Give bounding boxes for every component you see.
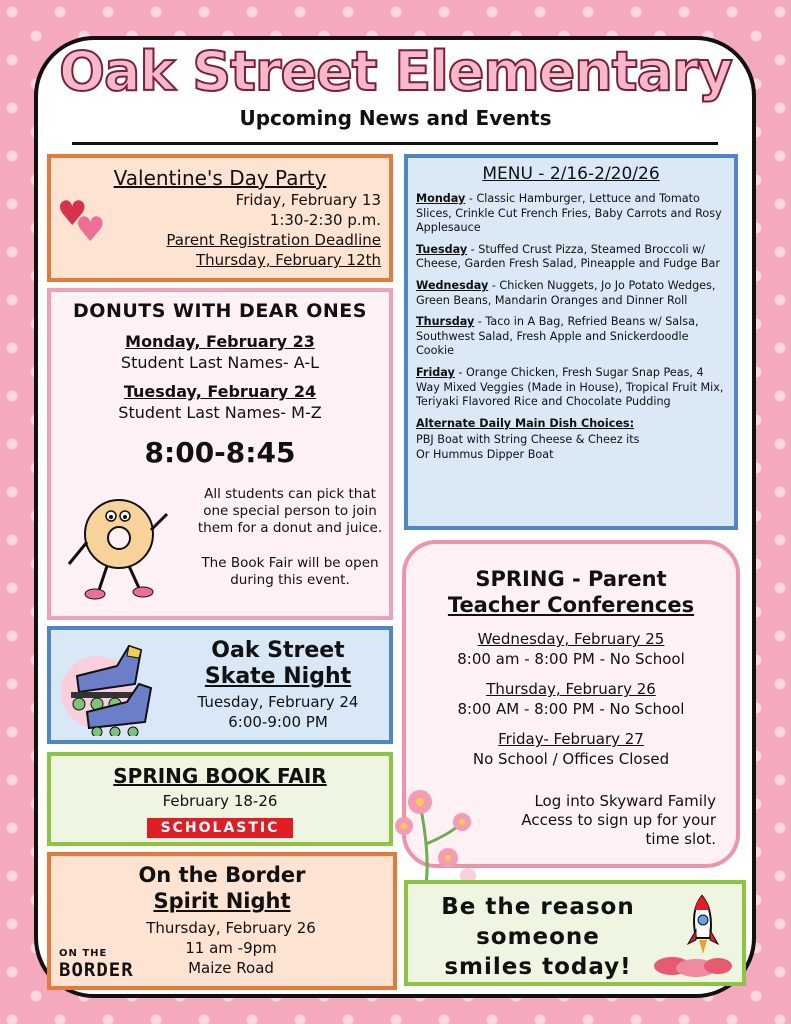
border-title1: On the Border — [138, 863, 306, 887]
conf-day3: Friday- February 27 — [498, 730, 644, 748]
skate-title — [167, 638, 389, 690]
conf-title2: Teacher Conferences — [447, 593, 695, 617]
donut-mascot-icon — [63, 484, 175, 604]
conf-title1: SPRING - Parent — [475, 567, 667, 591]
menu-day-label: Alternate Daily Main Dish Choices: — [416, 416, 635, 430]
skate-title2: Skate Night — [204, 664, 352, 689]
menu-item-thursday — [416, 315, 726, 359]
smile-line1: Be the reason — [441, 894, 635, 920]
scholastic-logo: SCHOLASTIC — [147, 818, 294, 838]
on-the-border-logo — [59, 948, 134, 981]
heart-icon: ♥ — [57, 194, 88, 234]
menu-box — [404, 154, 738, 530]
skate-time: 6:00-9:00 PM — [228, 713, 328, 731]
valentines-deadline-date: Thursday, February 12th — [196, 251, 381, 269]
donuts-day1: Monday, February 23 — [125, 332, 315, 351]
valentines-heading: Valentine's Day Party — [113, 166, 327, 190]
border-date: Thursday, February 26 — [146, 919, 316, 937]
valentines-time: 1:30-2:30 p.m. — [269, 211, 381, 229]
border-details — [111, 918, 351, 978]
flowers-icon — [390, 784, 490, 894]
logo-bottom-text: BORDER — [59, 959, 134, 981]
valentines-date: Friday, February 13 — [235, 191, 381, 209]
bookfair-heading: SPRING BOOK FAIR — [113, 764, 327, 788]
page-title: Oak Street Elementary — [59, 40, 732, 103]
skate-title1: Oak Street — [211, 638, 345, 663]
menu-item-friday — [416, 366, 726, 410]
conf-time2: 8:00 AM - 8:00 PM - No School — [457, 700, 685, 718]
conf-day2: Thursday, February 26 — [486, 680, 656, 698]
menu-alt2: Or Hummus Dipper Boat — [416, 447, 554, 461]
conf-time1: 8:00 am - 8:00 PM - No School — [457, 650, 685, 668]
menu-item-text: - Stuffed Crust Pizza, Steamed Broccoli w/ Cheese, Garden Fresh Salad, Pineapple and Fudge Bar — [416, 242, 720, 271]
donuts-day2: Tuesday, February 24 — [123, 382, 317, 401]
roller-skate-icon — [57, 636, 161, 736]
smile-box — [404, 880, 746, 986]
conferences-box — [402, 540, 740, 868]
title-divider — [72, 142, 718, 145]
conf-time3: No School / Offices Closed — [472, 750, 670, 768]
donuts-group1: Student Last Names- A-L — [120, 353, 320, 372]
skate-date: Tuesday, February 24 — [197, 693, 359, 711]
menu-day-label: Monday — [416, 192, 466, 205]
border-location: Maize Road — [188, 959, 274, 977]
menu-item-text: - Taco in A Bag, Refried Beans w/ Salsa, Southwest Salad, Fresh Apple and Snickerdoodle Cookie — [416, 315, 699, 358]
menu-item-alternate — [416, 417, 726, 432]
menu-heading: MENU - 2/16-2/20/26 — [482, 164, 660, 184]
page-subtitle: Upcoming News and Events — [239, 106, 552, 130]
smile-line2: someone — [476, 924, 600, 950]
conf-note: Log into Skyward Family Access to sign up for your time slot. — [521, 792, 716, 848]
bookfair-dates: February 18-26 — [162, 792, 278, 810]
skate-details — [167, 692, 389, 732]
donuts-heading: DONUTS WITH DEAR ONES — [73, 300, 367, 322]
conf-day1: Wednesday, February 25 — [477, 630, 665, 648]
book-fair-box — [47, 752, 393, 846]
border-title2: Spirit Night — [153, 889, 291, 913]
donuts-note1: All students can pick that one special person to join them for a donut and juice. — [197, 486, 383, 536]
donuts-box — [47, 288, 393, 620]
menu-item-monday — [416, 192, 726, 236]
menu-item-text: - Classic Hamburger, Lettuce and Tomato Slices, Crinkle Cut French Fries, Baby Carrots and Rosy Applesauce — [416, 192, 722, 235]
menu-item-text: - Orange Chicken, Fresh Sugar Snap Peas, 4 Way Mixed Veggies (Made in House), Tropical Fruit Mix, Teriyaki Flavored Rice and Chocolate Pudding — [416, 365, 724, 409]
donuts-note2: The Book Fair will be open during this event. — [201, 555, 379, 588]
spirit-night-box — [47, 852, 397, 990]
valentines-deadline-label: Parent Registration Deadline — [166, 231, 381, 249]
menu-item-text: - Chicken Nuggets, Jo Jo Potato Wedges, Green Beans, Mandarin Oranges and Dinner Roll — [416, 278, 716, 307]
menu-day-label: Wednesday — [416, 278, 489, 292]
border-time: 11 am -9pm — [185, 939, 277, 957]
heart-icon: ♥ — [75, 210, 106, 250]
donuts-group2: Student Last Names- M-Z — [118, 403, 322, 422]
donuts-note — [191, 486, 389, 589]
menu-alt1: PBJ Boat with String Cheese & Cheez its — [416, 433, 640, 447]
menu-day-label: Thursday — [416, 315, 475, 329]
smile-line3: smiles today! — [444, 954, 632, 980]
menu-day-label: Tuesday — [416, 242, 468, 256]
logo-top-text: ON THE — [59, 948, 108, 959]
smile-text — [418, 892, 658, 982]
rocket-icon — [652, 890, 732, 978]
donuts-time: 8:00-8:45 — [144, 436, 296, 469]
menu-item-tuesday — [416, 243, 726, 272]
menu-item-wednesday — [416, 279, 726, 308]
menu-day-label: Friday — [416, 365, 455, 379]
skate-night-box — [47, 626, 393, 744]
valentines-party-box — [47, 154, 393, 282]
